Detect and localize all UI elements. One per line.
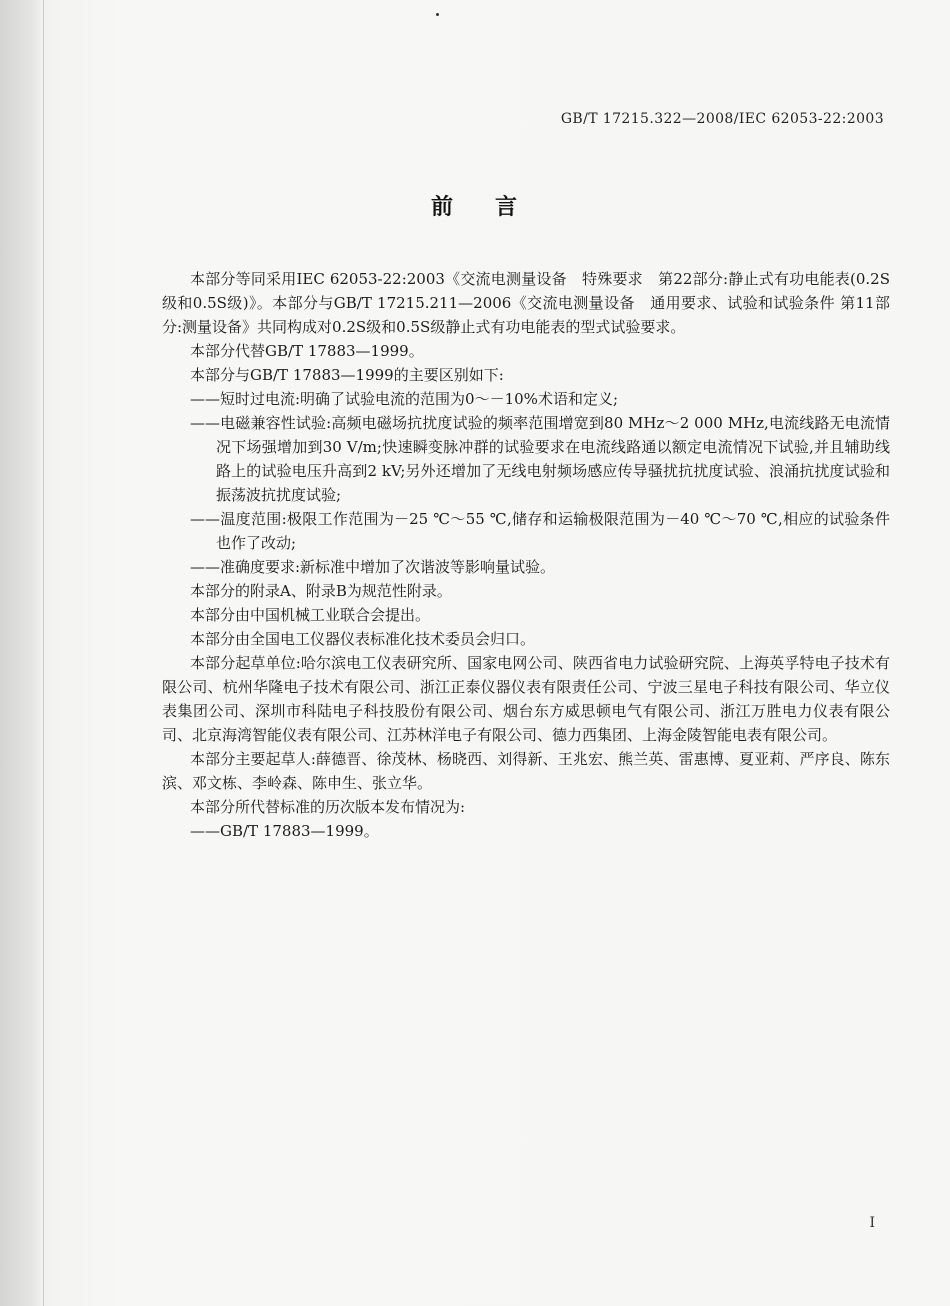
difference-item-overcurrent: ——短时过电流:明确了试验电流的范围为0～－10%术语和定义; [190,390,618,408]
paragraph-drafting-units: 本部分起草单位:哈尔滨电工仪表研究所、国家电网公司、陕西省电力试验研究院、上海英孚特电子技术有限公司、杭州华隆电子技术有限公司、浙江正泰仪器仪表有限责任公司、宁波三星电子科技有限公司、华立仪表集团公司、深圳市科陆电子科技股份有限公司、烟台东方威思顿电气有限公司、浙江万胜电力仪表有限公司、北京海湾智能仪表有限公司、江苏林洋电子有限公司、德力西集团、上海金陵智能电表有限公司。 [162,654,890,744]
scan-speck [436,13,439,16]
title-char-1: 前 [430,195,455,220]
history-item: ——GB/T 17883—1999。 [190,822,379,840]
preface-body [162,267,890,843]
paragraph-annexes: 本部分的附录A、附录B为规范性附录。 [190,582,452,600]
paragraph-adoption: 本部分等同采用IEC 62053-22:2003《交流电测量设备 特殊要求 第22部分:静止式有功电能表(0.2S级和0.5S级)》。本部分与GB/T 17215.211—2006《交流电测量设备 通用要求、试验和试验条件 第11部分:测量设备》共同构成对0.2S级和0.5S级静止式有功电能表的型式试验要求。 [162,270,890,336]
paragraph-proposed-by: 本部分由中国机械工业联合会提出。 [190,606,431,624]
title-char-2: 言 [495,195,520,220]
paragraph-drafters: 本部分主要起草人:薛德晋、徐茂林、杨晓西、刘得新、王兆宏、熊兰英、雷惠博、夏亚莉、严序良、陈东滨、邓文栋、李岭森、陈申生、张立华。 [162,750,890,792]
page-number: I [869,1215,875,1231]
paragraph-centralized-by: 本部分由全国电工仪器仪表标准化技术委员会归口。 [190,630,536,648]
paragraph-differences-intro: 本部分与GB/T 17883—1999的主要区别如下: [190,366,504,384]
paragraph-replaces: 本部分代替GB/T 17883—1999。 [190,342,424,360]
standard-code: GB/T 17215.322—2008/IEC 62053-22:2003 [560,111,884,127]
page-title [0,190,950,221]
difference-item-accuracy: ——准确度要求:新标准中增加了次谐波等影响量试验。 [190,558,556,576]
paragraph-history-intro: 本部分所代替标准的历次版本发布情况为: [190,798,466,816]
difference-item-temperature: ——温度范围:极限工作范围为－25 ℃～55 ℃,储存和运输极限范围为－40 ℃～70 ℃,相应的试验条件也作了改动; [190,510,890,552]
difference-item-emc: ——电磁兼容性试验:高频电磁场抗扰度试验的频率范围增宽到80 MHz～2 000 MHz,电流线路无电流情况下场强增加到30 V/m;快速瞬变脉冲群的试验要求在电流线路通以额定电流情况下试验,并且辅助线路上的试验电压升高到2 kV;另外还增加了无线电射频场感应传导骚扰抗扰度试验、浪涌抗扰度试验和振荡波抗扰度试验; [190,414,890,504]
